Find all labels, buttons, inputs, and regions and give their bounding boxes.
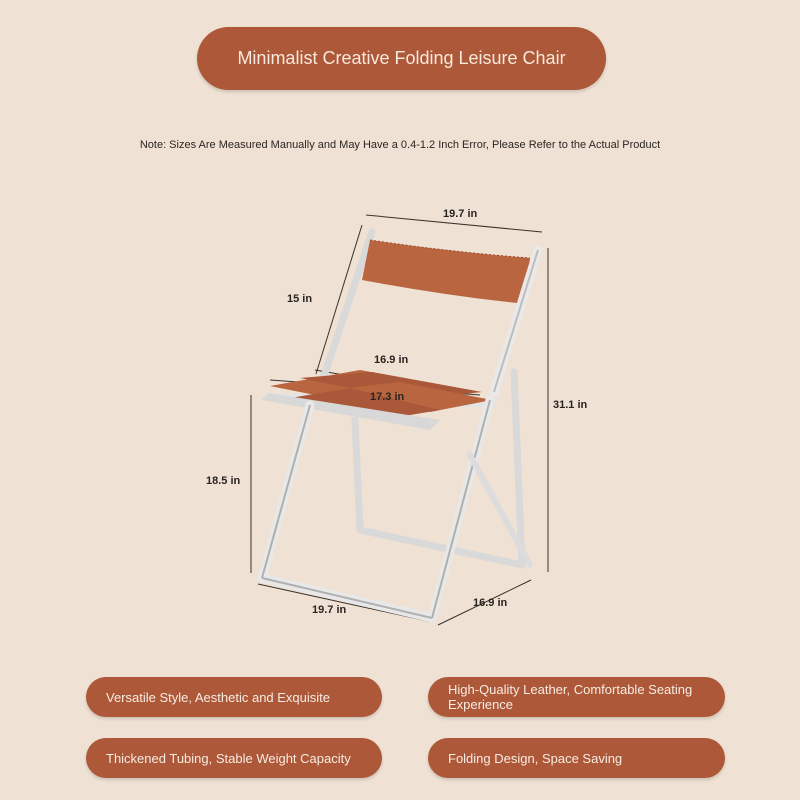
- feature-badge-leather: High-Quality Leather, Comfortable Seating Experience: [428, 677, 725, 717]
- feature-badge-folding: Folding Design, Space Saving: [428, 738, 725, 778]
- feature-badge-tubing: Thickened Tubing, Stable Weight Capacity: [86, 738, 382, 778]
- dimension-seat-height: 18.5 in: [206, 475, 241, 487]
- dimension-seat-width: 17.3 in: [370, 391, 405, 403]
- feature-badge-style: Versatile Style, Aesthetic and Exquisite: [86, 677, 382, 717]
- page-title: Minimalist Creative Folding Leisure Chair: [197, 27, 606, 90]
- dimension-top-width: 19.7 in: [443, 208, 478, 220]
- dimension-seat-depth: 16.9 in: [374, 354, 409, 366]
- dimension-base-depth: 16.9 in: [473, 597, 508, 609]
- dimension-base-width: 19.7 in: [312, 604, 347, 616]
- measurement-note: Note: Sizes Are Measured Manually and May Have a 0.4-1.2 Inch Error, Please Refer to the Actual Product: [139, 139, 661, 151]
- dimension-back-height: 15 in: [287, 293, 313, 305]
- dimension-total-height: 31.1 in: [553, 399, 588, 411]
